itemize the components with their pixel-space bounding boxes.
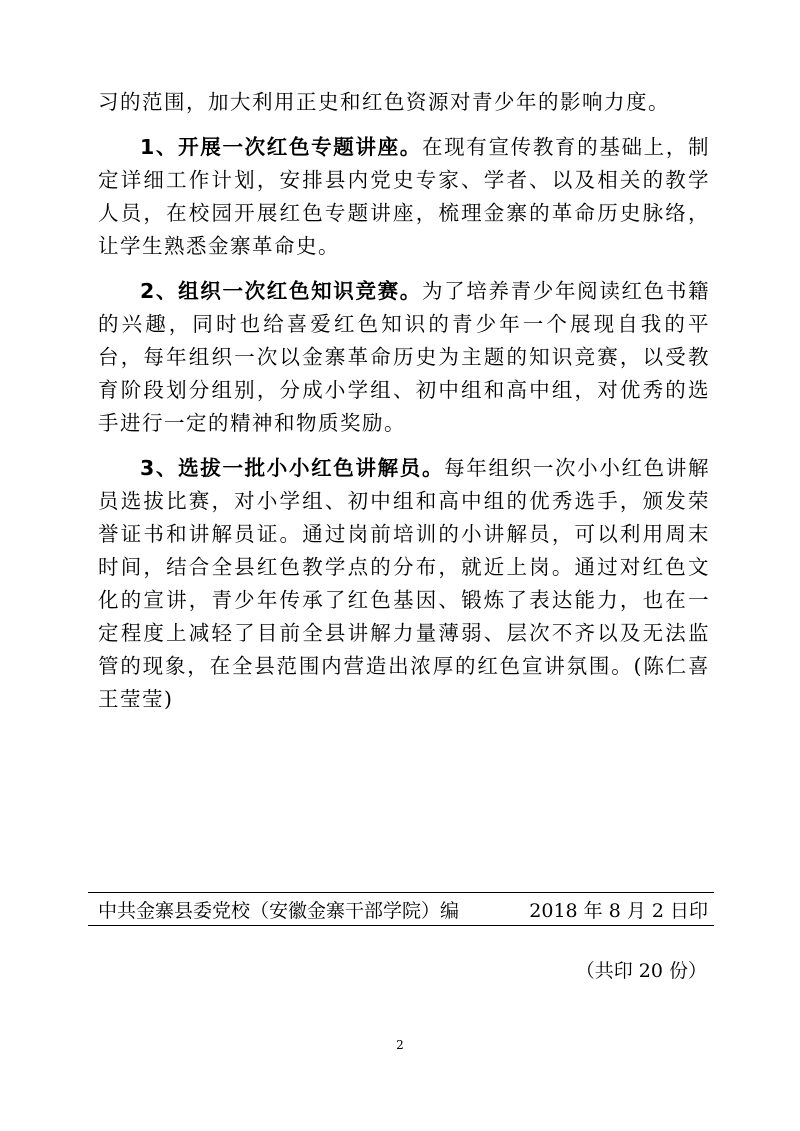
paragraph-guides [98, 452, 710, 716]
paragraph-continuation [98, 86, 710, 119]
paragraph-heading: 3、选拔一批小小红色讲解员。 [140, 456, 445, 480]
footer-top-rule [88, 892, 714, 893]
paragraph-heading: 2、组织一次红色知识竞赛。 [140, 279, 422, 303]
footer-print-date: 2018 年 8 月 2 日印 [529, 900, 708, 922]
paragraph-lecture [98, 131, 710, 263]
paragraph-text: 习的范围，加大利用正史和红色资源对青少年的影响力度。 [98, 90, 670, 114]
footer-imprint [98, 898, 710, 924]
paragraph-text: 每年组织一次小小红色讲解员选拔比赛，对小学组、初中组和高中组的优秀选手，颁发荣誉证书和讲解员证。通过岗前培训的小讲解员，可以利用周末时间，结合全县红色教学点的分布，就近上岗。通过对红色文化的宣讲，青少年传承了红色基因、锻炼了表达能力，也在一定程度上减轻了目前全县讲解力量薄弱、层次不齐以及无法监管的现象，在全县范围内营造出浓厚的红色宣讲氛围。(陈仁喜 王莹莹) [98, 456, 711, 711]
document-body [98, 86, 710, 728]
footer-publisher: 中共金寨县委党校（安徽金寨干部学院）编 [98, 900, 460, 922]
paragraph-contest [98, 275, 710, 440]
paragraph-heading: 1、开展一次红色专题讲座。 [140, 135, 422, 159]
print-copies-note: （共印 20 份） [575, 960, 707, 982]
paragraph-text: 在现有宣传教育的基础上，制定详细工作计划，安排县内党史专家、学者、以及相关的教学人员，在校园开展红色专题讲座，梳理金寨的革命历史脉络，让学生熟悉金寨革命史。 [98, 135, 711, 258]
page-number: 2 [396, 1038, 404, 1052]
paragraph-text: 为了培养青少年阅读红色书籍的兴趣，同时也给喜爱红色知识的青少年一个展现自我的平台，每年组织一次以金寨革命历史为主题的知识竞赛，以受教育阶段划分组别，分成小学组、初中组和高中组，对优秀的选手进行一定的精神和物质奖励。 [98, 279, 711, 435]
footer-bottom-rule [88, 925, 714, 926]
